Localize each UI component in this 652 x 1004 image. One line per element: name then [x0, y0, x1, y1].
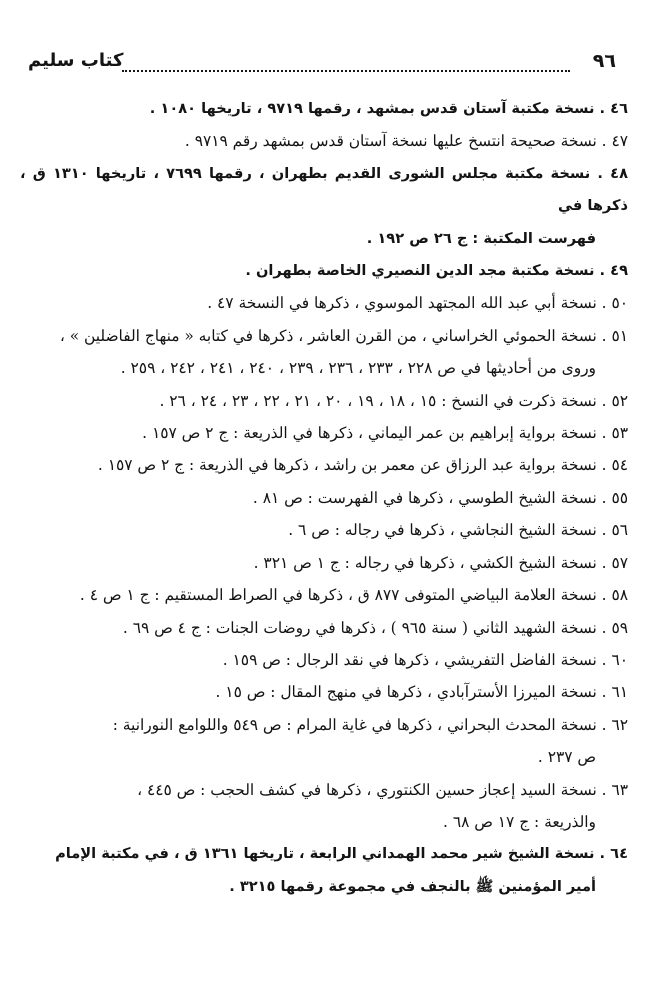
list-item: ٥٠ . نسخة أبي عبد الله المجتهد الموسوي ، ذكرها في النسخة ٤٧ . [207, 294, 628, 313]
list-item-continuation: وروى من أحاديثها في ص ٢٢٨ ، ٢٣٣ ، ٢٣٦ ، ٢٣٩ ، ٢٤٠ ، ٢٤١ ، ٢٤٢ ، ٢٥٩ . [120, 359, 596, 378]
list-item-continuation: أمير المؤمنين ﷺ بالنجف في مجموعة رقمها ٣٢١٥ . [229, 877, 596, 895]
list-item: ٦٣ . نسخة السيد إعجاز حسين الكنتوري ، ذكرها في كشف الحجب : ص ٤٤٥ ، [137, 780, 628, 799]
list-item: ٥١ . نسخة الحموئي الخراساني ، من القرن العاشر ، ذكرها في كتابه « منهاج الفاضلين » ، [59, 326, 628, 345]
list-item: ٥٤ . نسخة برواية عبد الرزاق عن معمر بن راشد ، ذكرها في الذريعة : ج ٢ ص ١٥٧ . [97, 456, 628, 475]
list-item: ٥٣ . نسخة برواية إبراهيم بن عمر اليماني ، ذكرها في الذريعة : ج ٢ ص ١٥٧ . [142, 424, 628, 443]
list-item: ٥٥ . نسخة الشيخ الطوسي ، ذكرها في الفهرست : ص ٨١ . [252, 488, 628, 507]
list-item: ٥٩ . نسخة الشهيد الثاني ( سنة ٩٦٥ ) ، ذكرها في روضات الجنات : ج ٤ ص ٦٩ . [122, 618, 628, 637]
list-item: ٥٢ . نسخة ذكرت في النسخ : ١٥ ، ١٨ ، ١٩ ، ٢٠ ، ٢١ ، ٢٢ ، ٢٣ ، ٢٤ ، ٢٦ . [159, 391, 628, 410]
manuscript-list [20, 93, 628, 903]
page-number: ٩٦ [592, 50, 616, 72]
list-item: ٥٧ . نسخة الشيخ الكشي ، ذكرها في رجاله : ج ١ ص ٣٢١ . [253, 553, 628, 572]
list-item-continuation: ص ٢٣٧ . [537, 748, 596, 767]
list-item: ٤٩ . نسخة مكتبة مجد الدين النصيري الخاصة بطهران . [245, 262, 628, 280]
list-item-continuation: فهرست المكتبة : ج ٢٦ ص ١٩٢ . [366, 229, 596, 247]
list-item: ٦٤ . نسخة الشيخ شير محمد الهمداني الرابعة ، تاريخها ١٣٦١ ق ، في مكتبة الإمام [55, 845, 628, 863]
list-item: ٥٦ . نسخة الشيخ النجاشي ، ذكرها في رجاله : ص ٦ . [288, 521, 628, 540]
list-item: ٤٨ . نسخة مكتبة مجلس الشورى القديم بطهران ، رقمها ٧٦٩٩ ، تاريخها ١٣١٠ ق ، ذكرها في [20, 164, 628, 215]
running-header [28, 50, 616, 80]
list-item-continuation: والذريعة : ج ١٧ ص ٦٨ . [443, 812, 596, 831]
book-title: كتاب سليم [28, 50, 124, 71]
list-item: ٦٠ . نسخة الفاضل التفريشي ، ذكرها في نقد الرجال : ص ١٥٩ . [222, 650, 628, 669]
list-item: ٦١ . نسخة الميرزا الأسترآبادي ، ذكرها في منهج المقال : ص ١٥ . [215, 683, 628, 702]
list-item: ٤٧ . نسخة صحيحة انتسخ عليها نسخة آستان قدس بمشهد رقم ٩٧١٩ . [184, 132, 628, 151]
dotted-leader [122, 70, 570, 72]
list-item: ٥٨ . نسخة العلامة البياضي المتوفى ٨٧٧ ق ، ذكرها في الصراط المستقيم : ج ١ ص ٤ . [79, 586, 628, 605]
list-item: ٤٦ . نسخة مكتبة آستان قدس بمشهد ، رقمها ٩٧١٩ ، تاريخها ١٠٨٠ . [149, 100, 628, 117]
list-item: ٦٢ . نسخة المحدث البحراني ، ذكرها في غاية المرام : ص ٥٤٩ واللوامع النورانية : [112, 715, 628, 734]
